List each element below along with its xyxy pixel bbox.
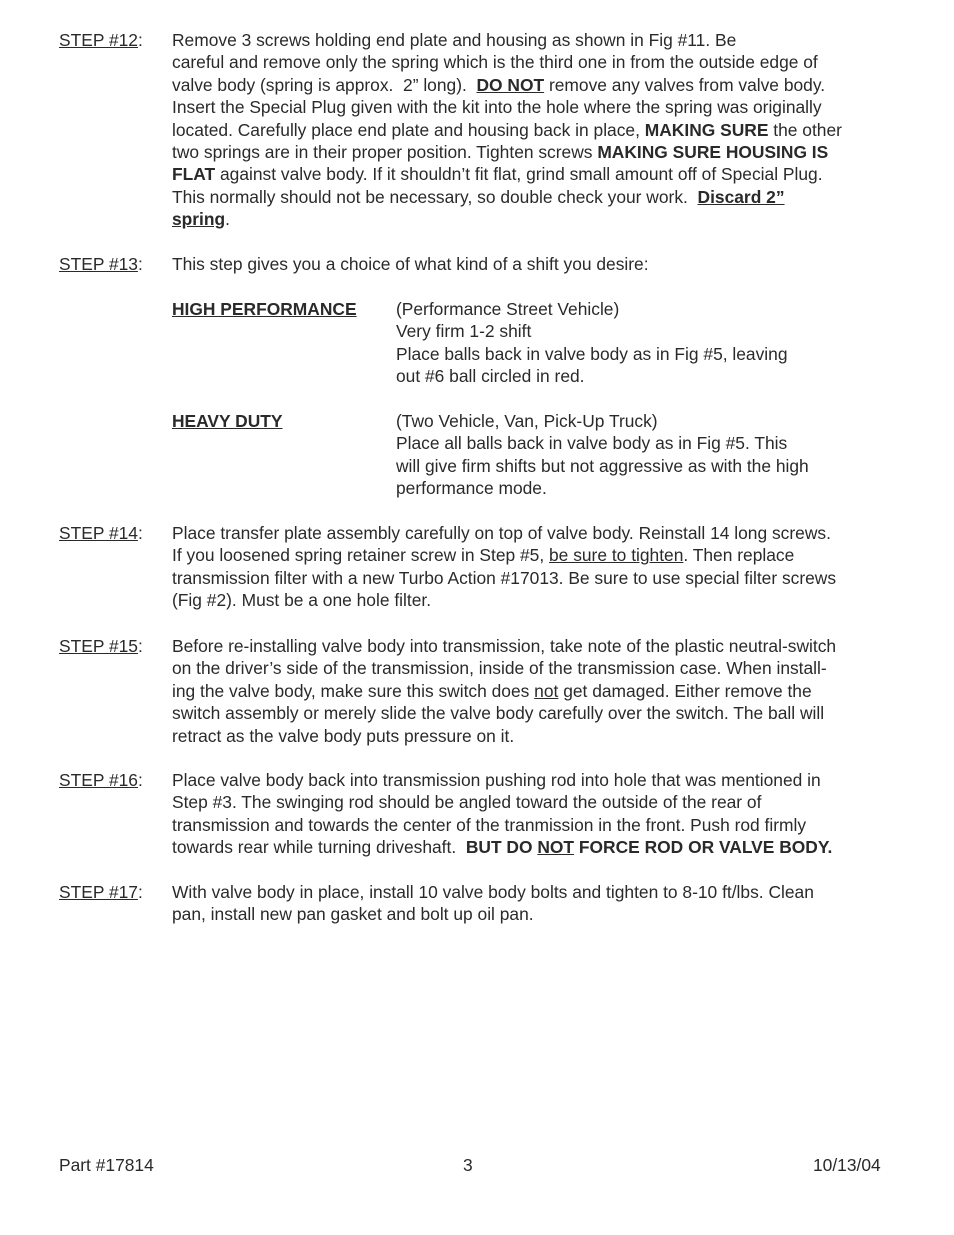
text-line: If you loosened spring retainer screw in Step #5, be sure to tighten. Then replace <box>172 545 795 566</box>
step-body <box>172 881 909 926</box>
step-body <box>172 253 909 275</box>
step-13 <box>59 253 909 275</box>
option-description <box>396 298 872 388</box>
step-number: STEP #13 <box>59 254 138 274</box>
text-line: transmission filter with a new Turbo Action #17013. Be sure to use special filter screws <box>172 567 837 588</box>
step-body <box>172 635 909 747</box>
text-line: Place valve body back into transmission pushing rod into hole that was mentioned in <box>172 770 821 790</box>
emphasis: DO NOT <box>476 74 545 95</box>
emphasis: be sure to tighten <box>549 545 684 566</box>
step-body <box>172 769 909 859</box>
step-label: STEP #12: <box>59 30 143 50</box>
emphasis: not <box>534 680 559 701</box>
text-line: switch assembly or merely slide the valve body carefully over the switch. The ball will <box>172 703 825 724</box>
text-line: careful and remove only the spring which is the third one in from the outside edge of <box>172 52 818 73</box>
text-line: (Performance Street Vehicle) <box>396 299 620 319</box>
emphasis: FORCE ROD OR VALVE BODY. <box>574 837 833 858</box>
text-line: This normally should not be necessary, so double check your work. Discard 2” <box>172 186 785 207</box>
text-line: spring. <box>172 209 230 230</box>
text-line: pan, install new pan gasket and bolt up oil pan. <box>172 904 534 925</box>
text-line: retract as the valve body puts pressure on it. <box>172 725 515 746</box>
text-line: valve body (spring is approx. 2” long). DO NOT remove any valves from valve body. <box>172 74 826 95</box>
emphasis: NOT <box>537 837 575 858</box>
footer-date: 10/13/04 <box>813 1155 881 1175</box>
text-line: will give firm shifts but not aggressive as with the high <box>396 455 809 476</box>
text-line: ing the valve body, make sure this switch does not get damaged. Either remove the <box>172 680 812 701</box>
text-line: Insert the Special Plug given with the kit into the hole where the spring was originally <box>172 97 822 118</box>
text-line: Place balls back in valve body as in Fig #5, leaving <box>396 343 788 364</box>
step-label: STEP #17: <box>59 882 143 902</box>
step-number: STEP #15 <box>59 636 138 656</box>
text-line: two springs are in their proper position. Tighten screws MAKING SURE HOUSING IS <box>172 141 829 162</box>
option-name: HIGH PERFORMANCE <box>172 299 357 319</box>
footer-part-number: Part #17814 <box>59 1155 154 1175</box>
emphasis: spring <box>172 209 226 230</box>
text-line: With valve body in place, install 10 valve body bolts and tighten to 8-10 ft/lbs. Clean <box>172 882 814 902</box>
step-14 <box>59 522 909 612</box>
step-label: STEP #13: <box>59 254 143 274</box>
text-line: Before re-installing valve body into transmission, take note of the plastic neutral-switch <box>172 636 837 656</box>
step-label: STEP #15: <box>59 636 143 656</box>
step-number: STEP #17 <box>59 882 138 902</box>
text-line: (Fig #2). Must be a one hole filter. <box>172 590 432 611</box>
text-line: (Two Vehicle, Van, Pick-Up Truck) <box>396 411 658 431</box>
emphasis: MAKING SURE <box>644 119 769 140</box>
step-16 <box>59 769 909 859</box>
option-name: HEAVY DUTY <box>172 411 283 431</box>
text-line: Place all balls back in valve body as in Fig #5. This <box>396 433 788 454</box>
emphasis: BUT DO <box>465 837 538 858</box>
text-line: Place transfer plate assembly carefully on top of valve body. Reinstall 14 long screws. <box>172 523 831 543</box>
option-high-performance <box>172 298 872 388</box>
text-line: This step gives you a choice of what kind of a shift you desire: <box>172 254 649 274</box>
step-body <box>172 522 909 612</box>
emphasis: Discard 2” <box>697 186 785 207</box>
text-line: towards rear while turning driveshaft. BUT DO NOT FORCE ROD OR VALVE BODY. <box>172 837 833 858</box>
emphasis: FLAT <box>172 164 216 185</box>
text-line: Step #3. The swinging rod should be angled toward the outside of the rear of <box>172 792 762 813</box>
text-line: on the driver’s side of the transmission, inside of the transmission case. When install- <box>172 658 827 679</box>
step-number: STEP #12 <box>59 30 138 50</box>
step-17 <box>59 881 909 926</box>
emphasis: MAKING SURE HOUSING IS <box>597 141 829 162</box>
step-number: STEP #16 <box>59 770 138 790</box>
text-line: located. Carefully place end plate and housing back in place, MAKING SURE the other <box>172 119 842 140</box>
step-15 <box>59 635 909 747</box>
text-line: transmission and towards the center of the tranmission in the front. Push rod firmly <box>172 814 807 835</box>
step-label: STEP #14: <box>59 523 143 543</box>
option-description <box>396 410 872 500</box>
step-12 <box>59 29 909 231</box>
text-line: Very firm 1-2 shift <box>396 321 532 342</box>
text-line: FLAT against valve body. If it shouldn’t fit flat, grind small amount off of Special Plug. <box>172 164 823 185</box>
text-line: performance mode. <box>396 478 547 499</box>
text-line: out #6 ball circled in red. <box>396 366 585 387</box>
option-heavy-duty <box>172 410 872 500</box>
step-label: STEP #16: <box>59 770 143 790</box>
footer-page-number: 3 <box>463 1155 473 1175</box>
step-number: STEP #14 <box>59 523 138 543</box>
step-body <box>172 29 909 231</box>
text-line: Remove 3 screws holding end plate and housing as shown in Fig #11. Be <box>172 30 737 50</box>
